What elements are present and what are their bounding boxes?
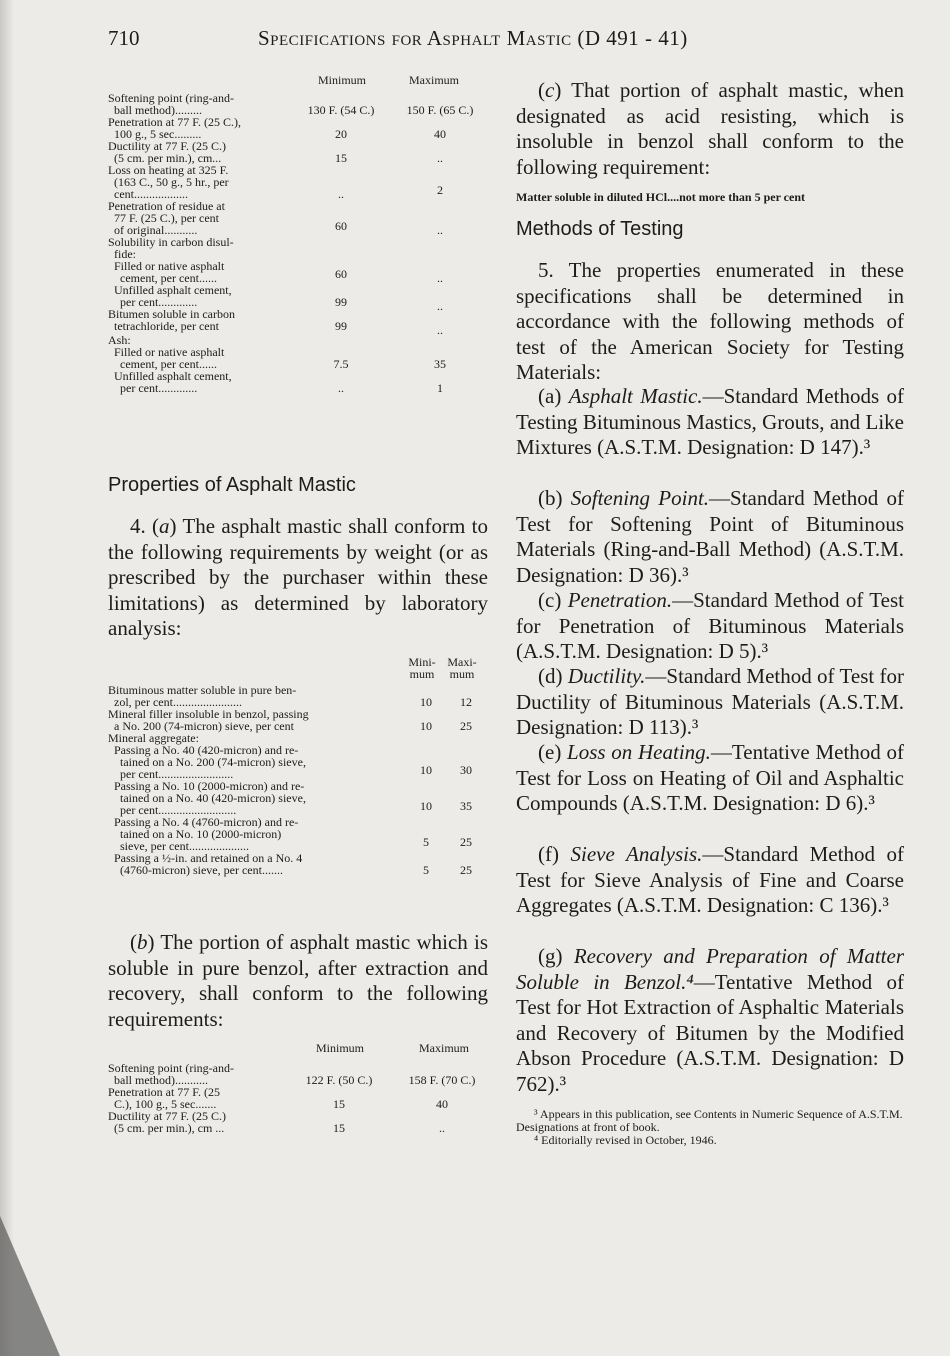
paragraph-5: 5. The properties enumerated in these specifications shall be determined in accordance with the following methods of test of the American Society for Testing Materials:: [516, 258, 904, 384]
value-min: 130 F. (54 C.): [307, 103, 375, 117]
page-edge-shadow: [0, 0, 14, 1356]
col-head-maximum: Maxi- mum: [447, 655, 477, 681]
section-title-properties: Properties of Asphalt Mastic: [108, 474, 356, 496]
page-header: [108, 22, 908, 56]
paragraph-4a: 4. (a) The asphalt mastic shall conform to the following requirements by weight (or as prescribed by the purchaser within these limitations) as determined by laboratory analysis:: [108, 514, 489, 640]
acid-requirement-line: Matter soluble in diluted HCl....not more than 5 per cent: [516, 190, 805, 204]
footnote-3: ³ Appears in this publication, see Contents in Numeric Sequence of A.S.T.M. Designations at front of book.: [516, 1107, 903, 1134]
col-head-minimum: Minimum: [315, 1041, 364, 1055]
method-d: (d) Ductility.—Standard Method of Test for Ductility of Bituminous Materials (A.S.T.M. Designation: D 113).³: [516, 664, 905, 739]
col-head-maximum: Maximum: [419, 1041, 469, 1055]
paragraph-4b: (b) The portion of asphalt mastic which is soluble in pure benzol, after extraction and recovery, shall conform to the following requirements:: [108, 930, 488, 1031]
composition-requirements-table: Mini- mum Maxi- mum Bituminous matter soluble in pure ben- zol, per cent....................... 10 12 Mineral filler insoluble in benzol, passing a No. 200 (74-micron) sieve, per cent 10 25 Mineral aggregate: Passing a No. 40 (420-micron) and re- tained on a No. 200 (74-micron) sieve, per cent......................... 10 30 Passing a No. 10 (2000-micron) and re- tained on a No. 40 (420-micron) sieve, per cent.......................... 10 35 Passing a No. 4 (4760-micron) and re- tained on a No. 10 (2000-micron) sieve, per cent.................... 5 25 Passing a ½-in. and retained on a No. 4 (4760-micron) sieve, per cent....... 5 25: [108, 656, 488, 906]
section-title-methods: Methods of Testing: [516, 218, 684, 240]
col-head-minimum: Mini- mum: [408, 655, 436, 681]
col-head-minimum: Minimum: [317, 73, 366, 87]
method-a: (a) Asphalt Mastic.—Standard Methods of Testing Bituminous Mastics, Grouts, and Like Mixtures (A.S.T.M. Designation: D 147).³: [516, 384, 904, 459]
method-b: (b) Softening Point.—Standard Method of Test for Softening Point of Bituminous Materials (Ring-and-Ball Method) (A.S.T.M. Designation: D 36).³: [516, 486, 904, 587]
method-c: (c) Penetration.—Standard Method of Test for Penetration of Bituminous Materials (A.S.T.M. Designation: D 5).³: [516, 588, 904, 663]
page-corner-fold: [0, 1216, 60, 1356]
value-max: 150 F. (65 C.): [406, 103, 474, 117]
page-number: 710: [108, 26, 140, 50]
method-e: (e) Loss on Heating.—Tentative Method of Test for Loss on Heating of Oil and Asphaltic Compounds (A.S.T.M. Designation: D 6).³: [516, 740, 904, 815]
footnotes: [516, 1108, 904, 1147]
col-head-maximum: Maximum: [409, 73, 459, 87]
method-f: (f) Sieve Analysis.—Standard Method of Test for Sieve Analysis of Fine and Coarse Aggregates (A.S.T.M. Designation: C 136).³: [516, 842, 904, 917]
left-column: [108, 73, 489, 1135]
running-title: Specifications for Asphalt Mastic (D 491 - 41): [258, 26, 688, 50]
softening-requirements-table: Minimum Maximum Softening point (ring-and- ball method)......... 130 F. (54 C.) 150 F. (65 C.) Penetration at 77 F. (25 C.), 100 g., 5 sec......... 20 40 Ductility at 77 F. (25 C.) (5 cm. per min.), cm... 15 .. Loss on heating at 325 F. (163 C., 50 g., 5 hr., per cent.................. .. 2 Penetration of residue at 77 F. (25 C.), per cent of original........... 60 .. Solubility in carbon disul- fide: Filled or native asphalt cement, per cent...... 60 .. Unfilled asphalt cement, per cent............. 99 .. Bitumen soluble in carbon tetrachloride, per cent 99 .. Ash: Filled or native asphalt cement, per cent...... 7.5 35 Unfilled asphalt cement, per cent............. .. 1: [108, 74, 488, 454]
footnote-4: ⁴ Editorially revised in October, 1946.: [534, 1133, 717, 1147]
paragraph-4c: (c) That portion of asphalt mastic, when designated as acid resisting, which is insoluble in benzol shall conform to the following requirement:: [516, 78, 904, 179]
method-g: (g) Recovery and Preparation of Matter Soluble in Benzol.⁴—Tentative Method of Test for Hot Extraction of Asphaltic Materials and Recovery of Bitumen by the Modified Abson Procedure (A.S.T.M. Designation: D 762).³: [516, 944, 905, 1096]
benzol-soluble-requirements-table: Minimum Maximum Softening point (ring-and- ball method)........... 122 F. (50 C.) 158 F. (70 C.) Penetration at 77 F. (25 C.), 100 g., 5 sec....... 15 40 Ductility at 77 F. (25 C.) (5 cm. per min.), cm ... 15 ..: [108, 1042, 488, 1142]
